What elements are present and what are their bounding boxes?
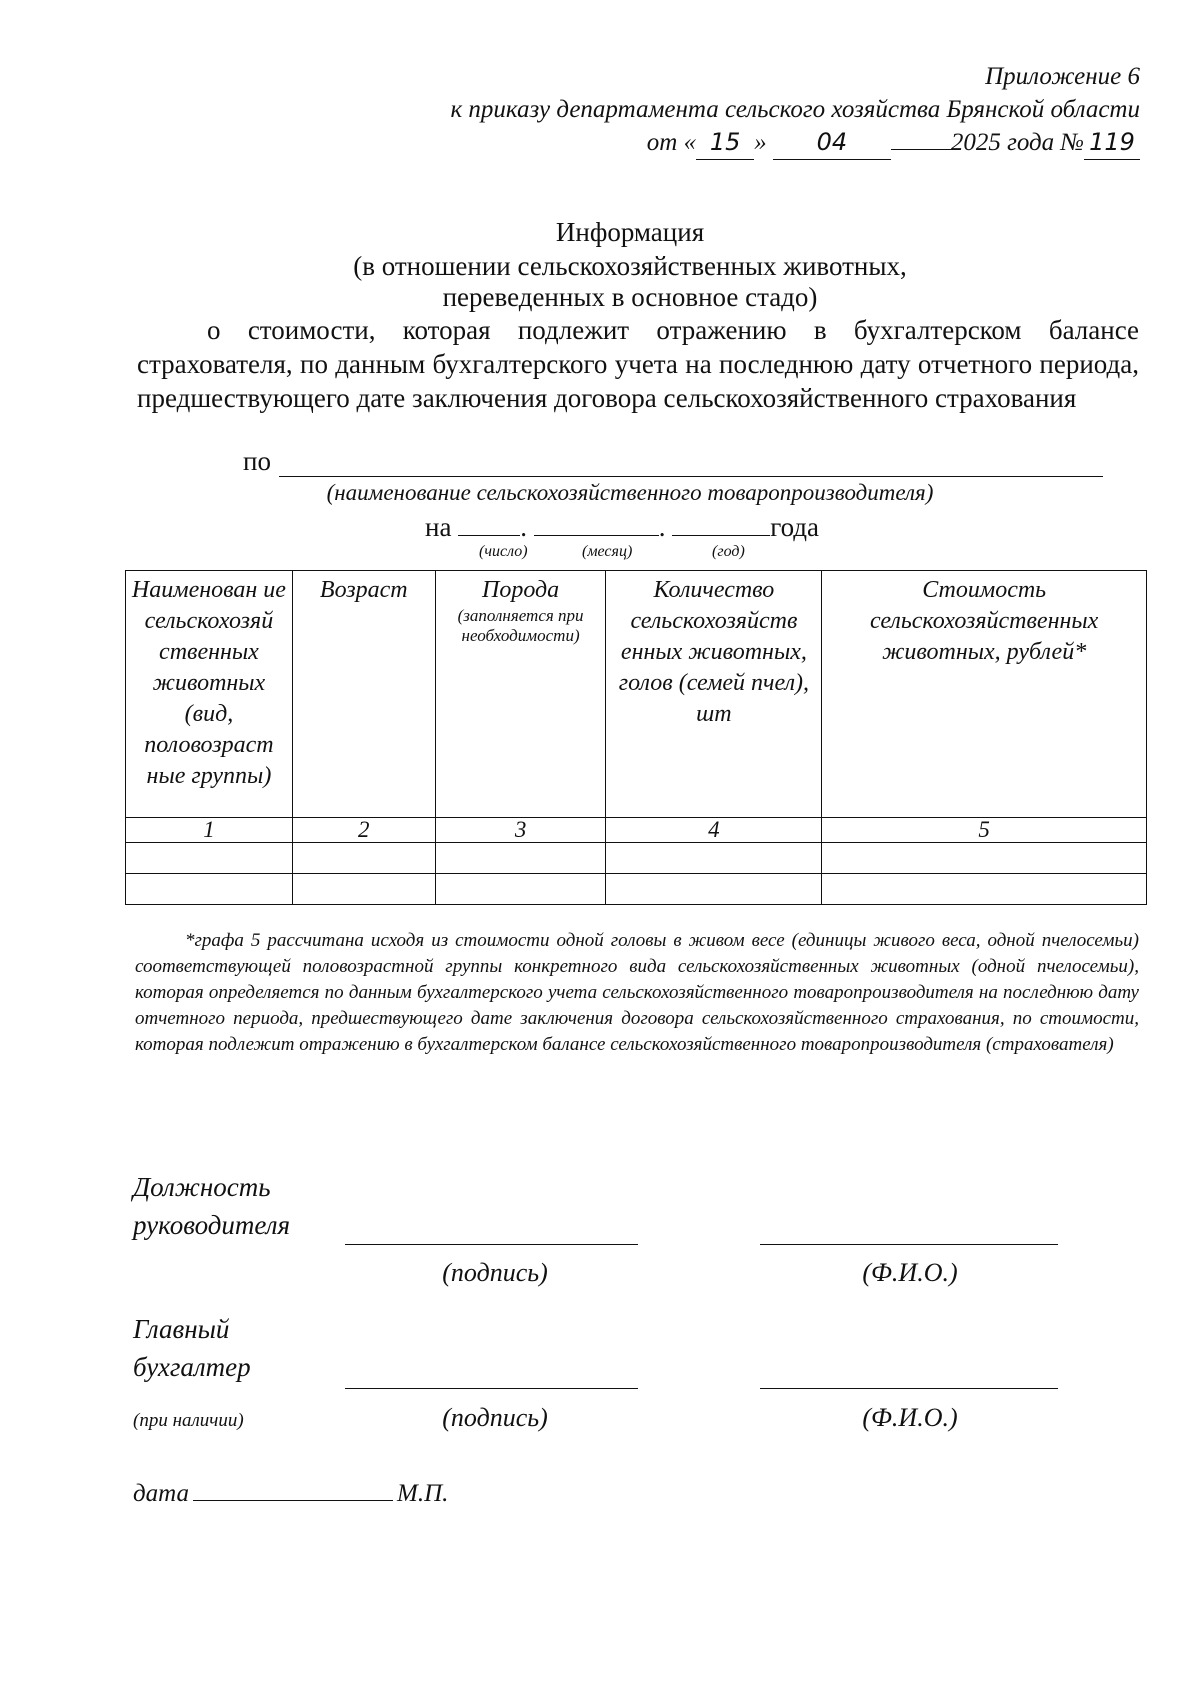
month-caption: (месяц): [582, 543, 633, 560]
appendix-line-2: к приказу департамента сельского хозяйства Брянской области: [450, 96, 1140, 123]
producer-name-field[interactable]: [279, 476, 1103, 477]
accountant-label: Главный бухгалтер: [133, 1314, 251, 1382]
day-field[interactable]: [458, 511, 520, 536]
date-dot-1: .: [520, 512, 527, 542]
year-text: 2025 года №: [950, 129, 1084, 156]
date-stamp-row: [133, 1480, 448, 1508]
header-quantity: Количество сельскохозяйств енных животных, голов (семей пчел), шт: [606, 571, 822, 818]
header-breed-note: (заполняется при необходимости): [457, 606, 584, 645]
table-cell[interactable]: [292, 874, 435, 905]
handwritten-number: 119: [1084, 126, 1140, 160]
handwritten-month: 04: [773, 126, 891, 160]
month-blank: [891, 149, 951, 150]
column-number: 1: [126, 818, 293, 843]
stamp-label: М.П.: [397, 1480, 449, 1507]
year-caption: (год): [712, 543, 745, 560]
date-dot-2: .: [658, 512, 666, 542]
po-label: по: [243, 446, 271, 476]
doc-description: о стоимости, которая подлежит отражению в бухгалтерском балансе страхователя, по данным бухгалтерского учета на последнюю дату отчетного периода, предшествующего дате заключения договора сельскохозяйственного страхования: [137, 315, 1139, 413]
table-cell[interactable]: [822, 874, 1147, 905]
table-row: [126, 874, 1147, 905]
appendix-header: [340, 60, 1140, 160]
head-signature-caption: (подпись): [442, 1258, 548, 1287]
date-field[interactable]: [193, 1500, 393, 1501]
accountant-signature-line[interactable]: [345, 1388, 638, 1389]
table-cell[interactable]: [435, 874, 606, 905]
appendix-line-3: [340, 126, 1140, 160]
if-any-note: (при наличии): [133, 1410, 244, 1431]
date-prefix: от «: [646, 129, 697, 156]
head-signature-line[interactable]: [345, 1244, 638, 1245]
table-cell[interactable]: [606, 874, 822, 905]
goda-label: года: [770, 512, 820, 542]
header-cost: Стоимость сельскохозяйственных животных, рублей*: [822, 571, 1147, 818]
head-name-caption: (Ф.И.О.): [862, 1258, 958, 1287]
table-cell[interactable]: [126, 874, 293, 905]
column-number: 2: [292, 818, 435, 843]
table-cell[interactable]: [126, 843, 293, 874]
doc-subtitle-2: переведенных в основное стадо): [442, 282, 818, 312]
table-cell[interactable]: [606, 843, 822, 874]
date-label: дата: [133, 1480, 190, 1507]
producer-line: [243, 446, 1103, 477]
month-field[interactable]: [534, 511, 659, 536]
footnote: *графа 5 рассчитана исходя из стоимости одной головы в живом весе (единицы живого веса, одной пчелосемьи) соответствующей половозрастной группы конкретного вида сельскохозяйственных животных (одной пчелосемьи), которая определяется по данным бухгалтерского учета сельскохозяйственного товаропроизводителя на последнюю дату отчетного периода, предшествующего дате заключения договора сельскохозяйственного страхования, по стоимости, которая подлежит отражению в бухгалтерском балансе сельскохозяйственного товаропроизводителя (страхователя): [135, 930, 1139, 1055]
date-quote: »: [754, 129, 767, 156]
producer-caption: (наименование сельскохозяйственного товаропроизводителя): [326, 480, 934, 505]
doc-subtitle-1: (в отношении сельскохозяйственных животных,: [353, 251, 907, 281]
year-field[interactable]: [672, 511, 770, 536]
table-cell[interactable]: [435, 843, 606, 874]
report-date-line: [425, 511, 819, 543]
column-number: 5: [822, 818, 1147, 843]
accountant-name-line[interactable]: [760, 1388, 1058, 1389]
column-number: 4: [606, 818, 822, 843]
head-position-label: Должность руководителя: [133, 1172, 291, 1240]
doc-title: Информация: [555, 217, 705, 247]
accountant-name-caption: (Ф.И.О.): [862, 1403, 958, 1432]
livestock-table: [125, 570, 1147, 905]
accountant-signature-caption: (подпись): [442, 1403, 548, 1432]
appendix-line-1: Приложение 6: [985, 63, 1140, 90]
table-header-row: [126, 571, 1147, 818]
header-breed: Порода (заполняется при необходимости): [435, 571, 606, 818]
column-number: 3: [435, 818, 606, 843]
table-number-row: [126, 818, 1147, 843]
na-label: на: [425, 512, 452, 542]
head-name-line[interactable]: [760, 1244, 1058, 1245]
table-cell[interactable]: [292, 843, 435, 874]
header-animal-name: Наименован ие сельскохозяй ственных животных (вид, половозраст ные группы): [126, 571, 293, 818]
header-age: Возраст: [292, 571, 435, 818]
table-cell[interactable]: [822, 843, 1147, 874]
handwritten-day: 15: [696, 126, 754, 160]
day-caption: (число): [479, 543, 528, 560]
table-row: [126, 843, 1147, 874]
